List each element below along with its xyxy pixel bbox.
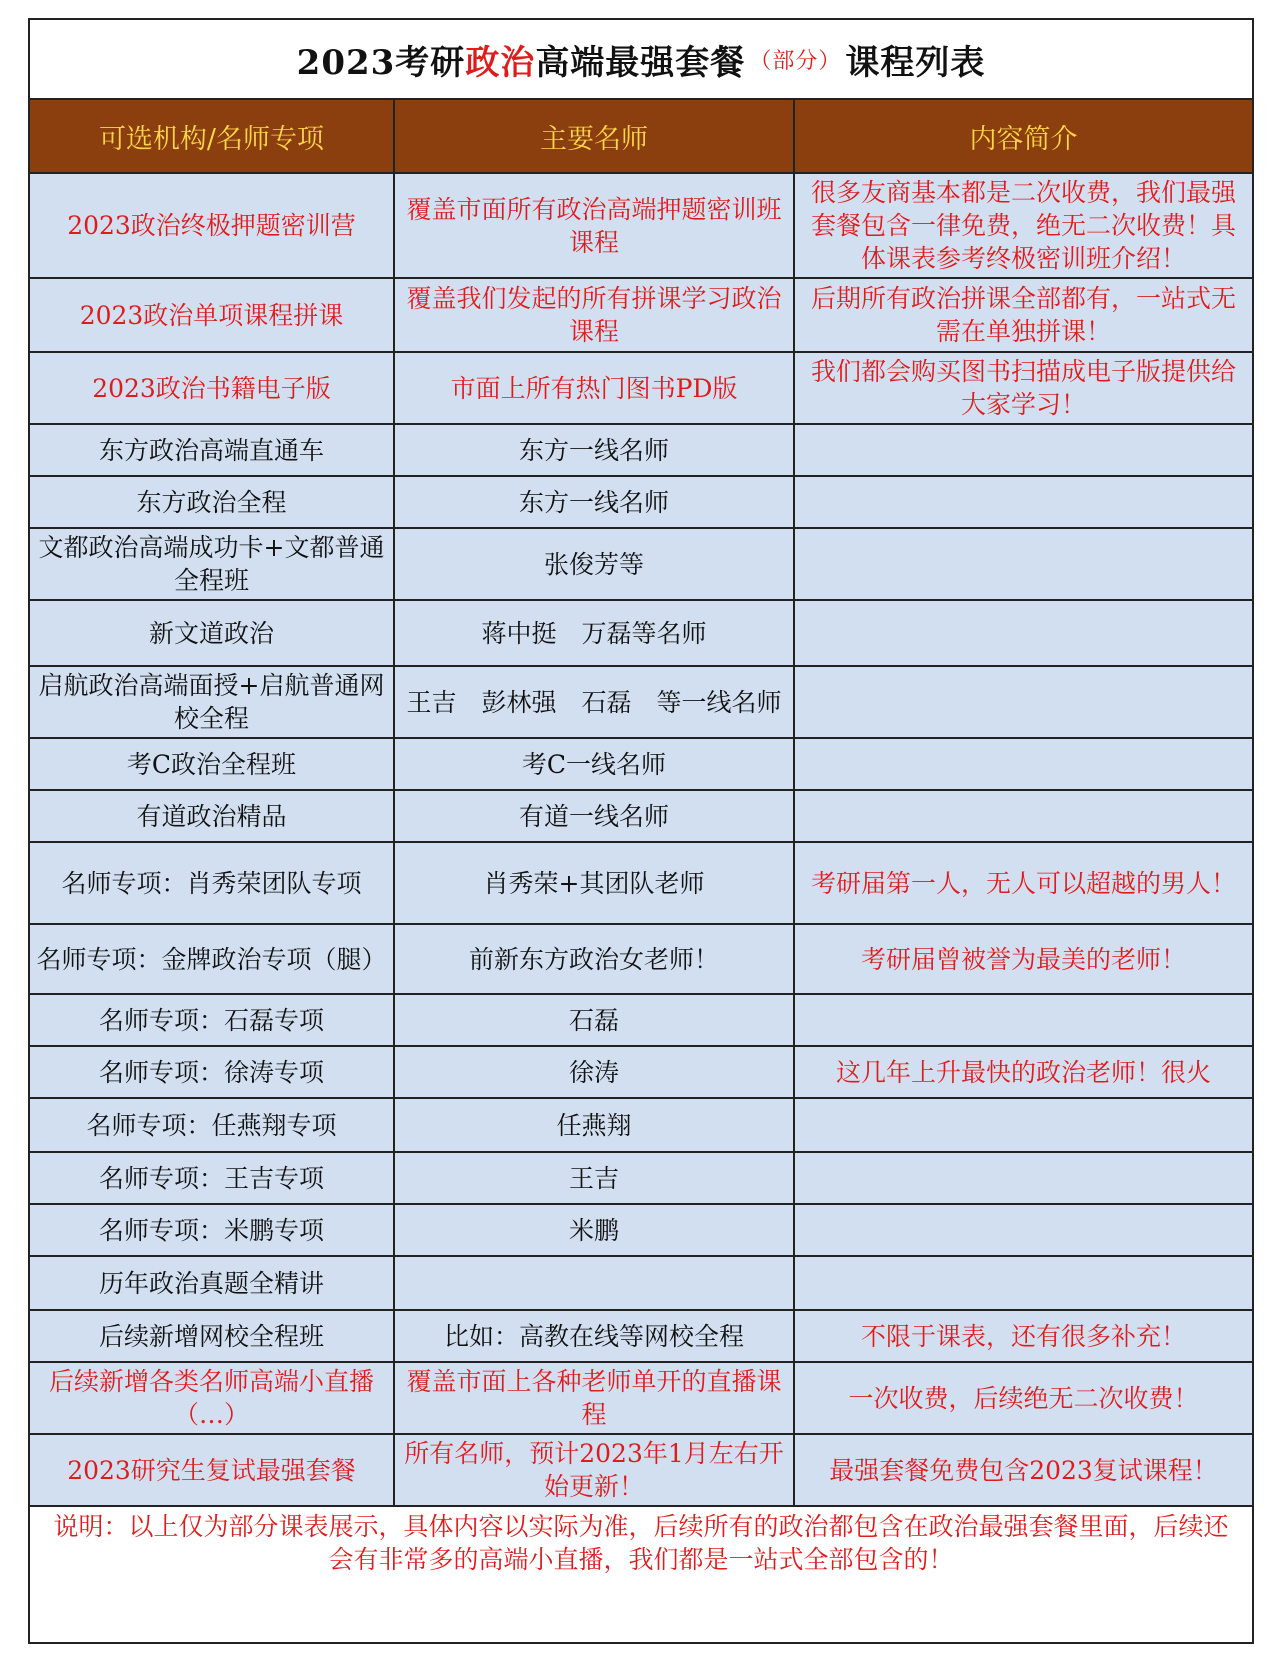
description-cell: 考研届第一人，无人可以超越的男人！ [794,842,1252,924]
title-year: 2023考研 [296,42,466,83]
description-cell [794,1256,1252,1310]
teacher-cell: 覆盖市面所有政治高端押题密训班课程 [394,173,794,278]
table-row [30,173,1252,278]
institution-cell: 名师专项：米鹏专项 [30,1204,394,1256]
description-cell [794,476,1252,528]
institution-cell: 启航政治高端面授+启航普通网校全程 [30,666,394,738]
institution-cell: 2023政治书籍电子版 [30,352,394,424]
description-cell: 后期所有政治拼课全部都有，一站式无需在单独拼课！ [794,278,1252,352]
institution-cell: 2023政治单项课程拼课 [30,278,394,352]
table-row [30,424,1252,476]
description-cell: 我们都会购买图书扫描成电子版提供给大家学习！ [794,352,1252,424]
course-list-sheet [28,18,1254,1644]
institution-cell: 2023研究生复试最强套餐 [30,1434,394,1506]
description-cell: 考研届曾被誉为最美的老师！ [794,924,1252,994]
institution-cell: 文都政治高端成功卡+文都普通全程班 [30,528,394,600]
institution-cell: 名师专项：王吉专项 [30,1152,394,1204]
title-package: 高端最强套餐 [535,42,746,83]
table-row [30,600,1252,666]
teacher-cell: 任燕翔 [394,1098,794,1152]
course-table [30,100,1252,1507]
title-partial: （部分） [749,48,842,74]
teacher-cell: 覆盖市面上各种老师单开的直播课程 [394,1362,794,1434]
description-cell: 这几年上升最快的政治老师！很火 [794,1046,1252,1098]
page-title [30,20,1252,100]
description-cell [794,1098,1252,1152]
table-row [30,994,1252,1046]
institution-cell: 后续新增各类名师高端小直播（…） [30,1362,394,1434]
institution-cell: 有道政治精品 [30,790,394,842]
table-row [30,1098,1252,1152]
header-description: 内容简介 [794,100,1252,173]
teacher-cell: 徐涛 [394,1046,794,1098]
institution-cell: 后续新增网校全程班 [30,1310,394,1362]
description-cell [794,1204,1252,1256]
table-header-row [30,100,1252,173]
title-list: 课程列表 [845,42,986,83]
teacher-cell: 所有名师，预计2023年1月左右开始更新！ [394,1434,794,1506]
teacher-cell: 比如：高教在线等网校全程 [394,1310,794,1362]
description-cell [794,790,1252,842]
teacher-cell: 有道一线名师 [394,790,794,842]
teacher-cell: 肖秀荣+其团队老师 [394,842,794,924]
description-cell [794,424,1252,476]
institution-cell: 2023政治终极押题密训营 [30,173,394,278]
institution-cell: 名师专项：石磊专项 [30,994,394,1046]
teacher-cell: 前新东方政治女老师！ [394,924,794,994]
teacher-cell: 王吉 彭林强 石磊 等一线名师 [394,666,794,738]
header-teachers: 主要名师 [394,100,794,173]
institution-cell: 考C政治全程班 [30,738,394,790]
table-row [30,790,1252,842]
teacher-cell [394,1256,794,1310]
description-cell [794,600,1252,666]
teacher-cell: 石磊 [394,994,794,1046]
description-cell [794,666,1252,738]
teacher-cell: 米鹏 [394,1204,794,1256]
teacher-cell: 市面上所有热门图书PD版 [394,352,794,424]
table-row [30,1204,1252,1256]
institution-cell: 新文道政治 [30,600,394,666]
table-row [30,476,1252,528]
institution-cell: 名师专项：肖秀荣团队专项 [30,842,394,924]
table-row [30,528,1252,600]
description-cell: 不限于课表，还有很多补充！ [794,1310,1252,1362]
teacher-cell: 王吉 [394,1152,794,1204]
table-row [30,1256,1252,1310]
institution-cell: 名师专项：金牌政治专项（腿） [30,924,394,994]
teacher-cell: 蒋中挺 万磊等名师 [394,600,794,666]
teacher-cell: 考C一线名师 [394,738,794,790]
description-cell: 很多友商基本都是二次收费，我们最强套餐包含一律免费，绝无二次收费！具体课表参考终极密训班介绍！ [794,173,1252,278]
table-body [30,173,1252,1506]
table-row [30,738,1252,790]
table-row [30,924,1252,994]
description-cell [794,1152,1252,1204]
table-row [30,1310,1252,1362]
institution-cell: 历年政治真题全精讲 [30,1256,394,1310]
table-row [30,352,1252,424]
teacher-cell: 东方一线名师 [394,424,794,476]
institution-cell: 名师专项：任燕翔专项 [30,1098,394,1152]
table-row [30,666,1252,738]
table-row [30,1362,1252,1434]
footer-note: 说明：以上仅为部分课表展示，具体内容以实际为准，后续所有的政治都包含在政治最强套餐里面，后续还会有非常多的高端小直播，我们都是一站式全部包含的！ [30,1507,1252,1579]
description-cell: 一次收费，后续绝无二次收费！ [794,1362,1252,1434]
teacher-cell: 东方一线名师 [394,476,794,528]
description-cell [794,994,1252,1046]
description-cell [794,738,1252,790]
table-row [30,842,1252,924]
header-institution: 可选机构/名师专项 [30,100,394,173]
title-subject: 政治 [465,42,536,83]
institution-cell: 东方政治全程 [30,476,394,528]
table-row [30,1046,1252,1098]
table-row [30,278,1252,352]
description-cell: 最强套餐免费包含2023复试课程！ [794,1434,1252,1506]
teacher-cell: 张俊芳等 [394,528,794,600]
table-row [30,1434,1252,1506]
institution-cell: 名师专项：徐涛专项 [30,1046,394,1098]
institution-cell: 东方政治高端直通车 [30,424,394,476]
description-cell [794,528,1252,600]
table-row [30,1152,1252,1204]
teacher-cell: 覆盖我们发起的所有拼课学习政治课程 [394,278,794,352]
